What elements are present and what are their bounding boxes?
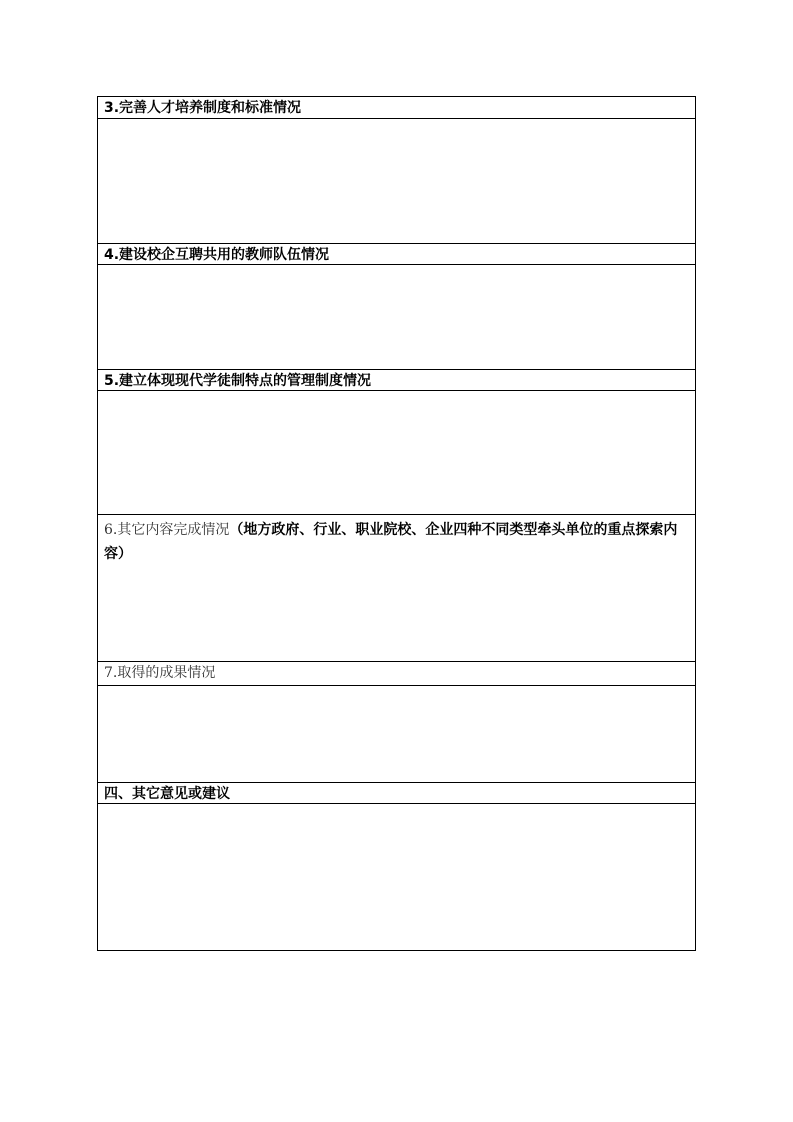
section-heading: 5.建立体现现代学徒制特点的管理制度情况: [98, 370, 695, 391]
section-answer-area[interactable]: [98, 265, 695, 369]
section-heading: [98, 515, 695, 569]
section-talent-training-standards: [98, 97, 695, 244]
section-heading-plain: 6.其它内容完成情况: [104, 522, 230, 538]
section-answer-area[interactable]: [98, 391, 695, 514]
section-answer-area[interactable]: [98, 804, 695, 950]
section-answer-area[interactable]: [98, 686, 695, 782]
section-achievements: [98, 662, 695, 783]
section-other-content: [98, 515, 695, 662]
section-heading-bold: （地方政府、行业、职业院校、企业四种不同类型牵头单位的重点探索内容）: [104, 522, 678, 562]
section-management-system: [98, 370, 695, 515]
section-answer-area[interactable]: [98, 119, 695, 243]
section-heading: 3.完善人才培养制度和标准情况: [98, 97, 695, 119]
section-heading: 四、其它意见或建议: [98, 783, 695, 804]
section-other-suggestions: [98, 783, 695, 950]
section-heading: 7.取得的成果情况: [98, 662, 695, 686]
section-teacher-team: [98, 244, 695, 370]
report-form-table: [97, 96, 696, 951]
section-heading: 4.建设校企互聘共用的教师队伍情况: [98, 244, 695, 265]
